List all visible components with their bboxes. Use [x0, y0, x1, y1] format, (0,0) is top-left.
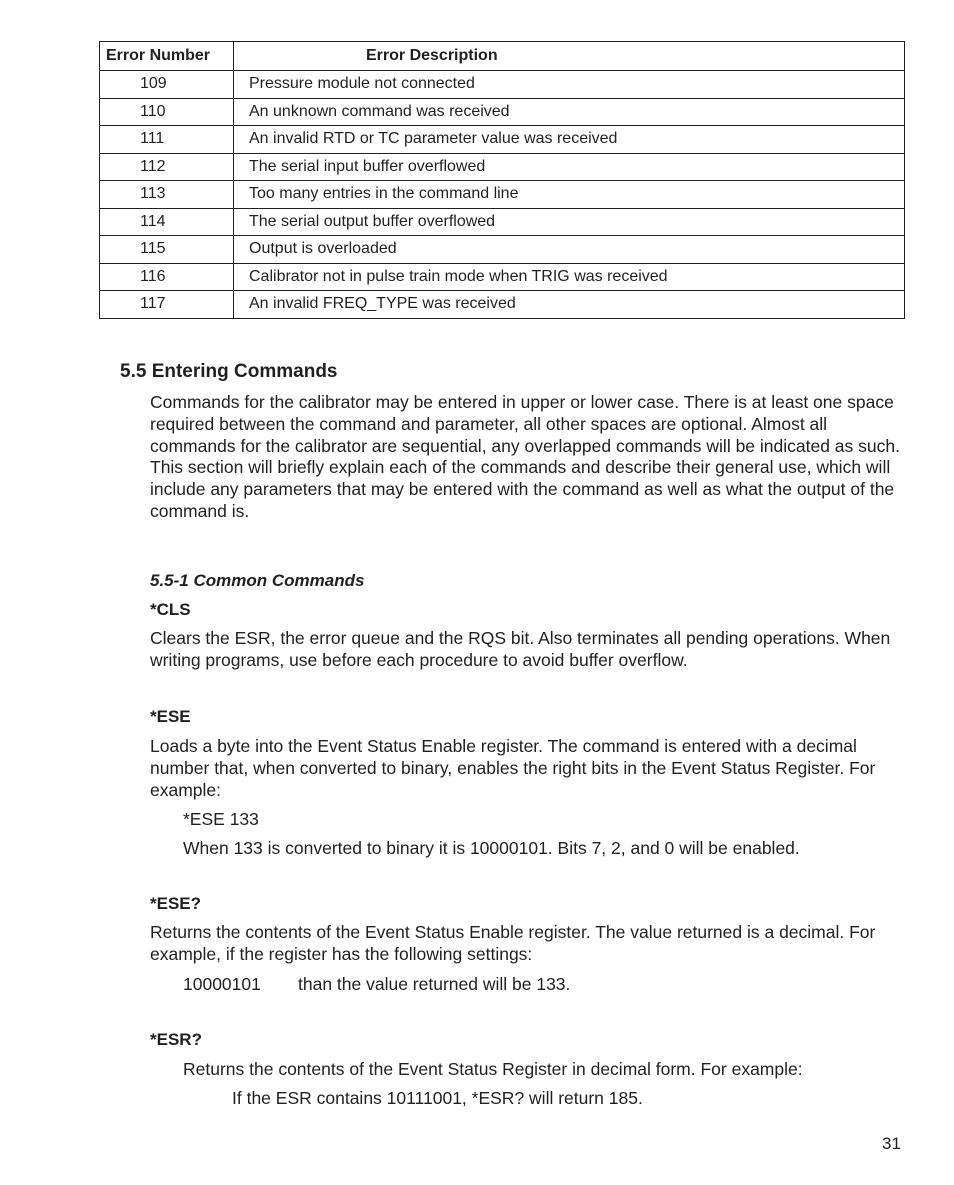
table-row: [100, 263, 905, 291]
cls-command-name: *CLS: [150, 600, 191, 619]
ese-query-example-text: than the value returned will be 133.: [298, 974, 571, 994]
table-row: [100, 181, 905, 209]
error-description-cell: Pressure module not connected: [234, 71, 905, 99]
table-row: [100, 98, 905, 126]
ese-query-description: Returns the contents of the Event Status Enable register. The value returned is a decimal. For example, if the register has the following settings:: [150, 922, 876, 964]
error-number-cell: 114: [100, 208, 234, 236]
ese-query-command-name: *ESE?: [150, 894, 202, 913]
error-description-cell: Output is overloaded: [234, 236, 905, 264]
table-row: [100, 291, 905, 319]
error-number-cell: 110: [100, 98, 234, 126]
error-description-cell: An invalid FREQ_TYPE was received: [234, 291, 905, 319]
table-row: [100, 153, 905, 181]
error-description-cell: The serial input buffer overflowed: [234, 153, 905, 181]
table-header-row: [100, 42, 905, 71]
error-number-cell: 115: [100, 236, 234, 264]
error-number-cell: 111: [100, 126, 234, 154]
error-description-cell: An unknown command was received: [234, 98, 905, 126]
esr-query-description: Returns the contents of the Event Status Register in decimal form. For example:: [183, 1059, 803, 1079]
column-header-error-description: Error Description: [234, 42, 905, 71]
error-description-cell: Calibrator not in pulse train mode when TRIG was received: [234, 263, 905, 291]
ese-description: Loads a byte into the Event Status Enable register. The command is entered with a decimal number that, when converted to binary, enables the right bits in the Event Status Register. For example:: [150, 736, 876, 800]
error-table: [99, 41, 905, 319]
table-row: [100, 126, 905, 154]
table-row: [100, 208, 905, 236]
error-description-cell: Too many entries in the command line: [234, 181, 905, 209]
error-number-cell: 109: [100, 71, 234, 99]
error-description-cell: An invalid RTD or TC parameter value was received: [234, 126, 905, 154]
esr-query-command-name: *ESR?: [150, 1030, 202, 1049]
error-table-body: [100, 71, 905, 319]
column-header-error-number: Error Number: [100, 42, 234, 71]
page-number: 31: [882, 1134, 901, 1153]
error-number-cell: 116: [100, 263, 234, 291]
esr-query-example: If the ESR contains 10111001, *ESR? will return 185.: [232, 1088, 643, 1108]
ese-query-example-value: 10000101: [183, 974, 261, 994]
error-number-cell: 112: [100, 153, 234, 181]
section-heading: 5.5 Entering Commands: [120, 361, 338, 382]
subsection-heading: 5.5-1 Common Commands: [150, 571, 365, 590]
error-number-cell: 117: [100, 291, 234, 319]
table-row: [100, 71, 905, 99]
ese-example: *ESE 133: [183, 809, 259, 829]
cls-description: Clears the ESR, the error queue and the RQS bit. Also terminates all pending operations. When writing programs, use before each procedure to avoid buffer overflow.: [150, 628, 891, 670]
ese-note: When 133 is converted to binary it is 10000101. Bits 7, 2, and 0 will be enabled.: [183, 838, 800, 858]
ese-command-name: *ESE: [150, 707, 191, 726]
error-description-cell: The serial output buffer overflowed: [234, 208, 905, 236]
table-row: [100, 236, 905, 264]
section-body: Commands for the calibrator may be entered in upper or lower case. There is at least one space required between the command and parameter, all other spaces are optional. Almost all commands for the calibrator are sequential, any overlapped commands will be indicated as such. This section will briefly explain each of the commands and describe their general use, which will include any parameters that may be entered with the command as well as what the output of the command is.: [150, 392, 900, 521]
error-number-cell: 113: [100, 181, 234, 209]
